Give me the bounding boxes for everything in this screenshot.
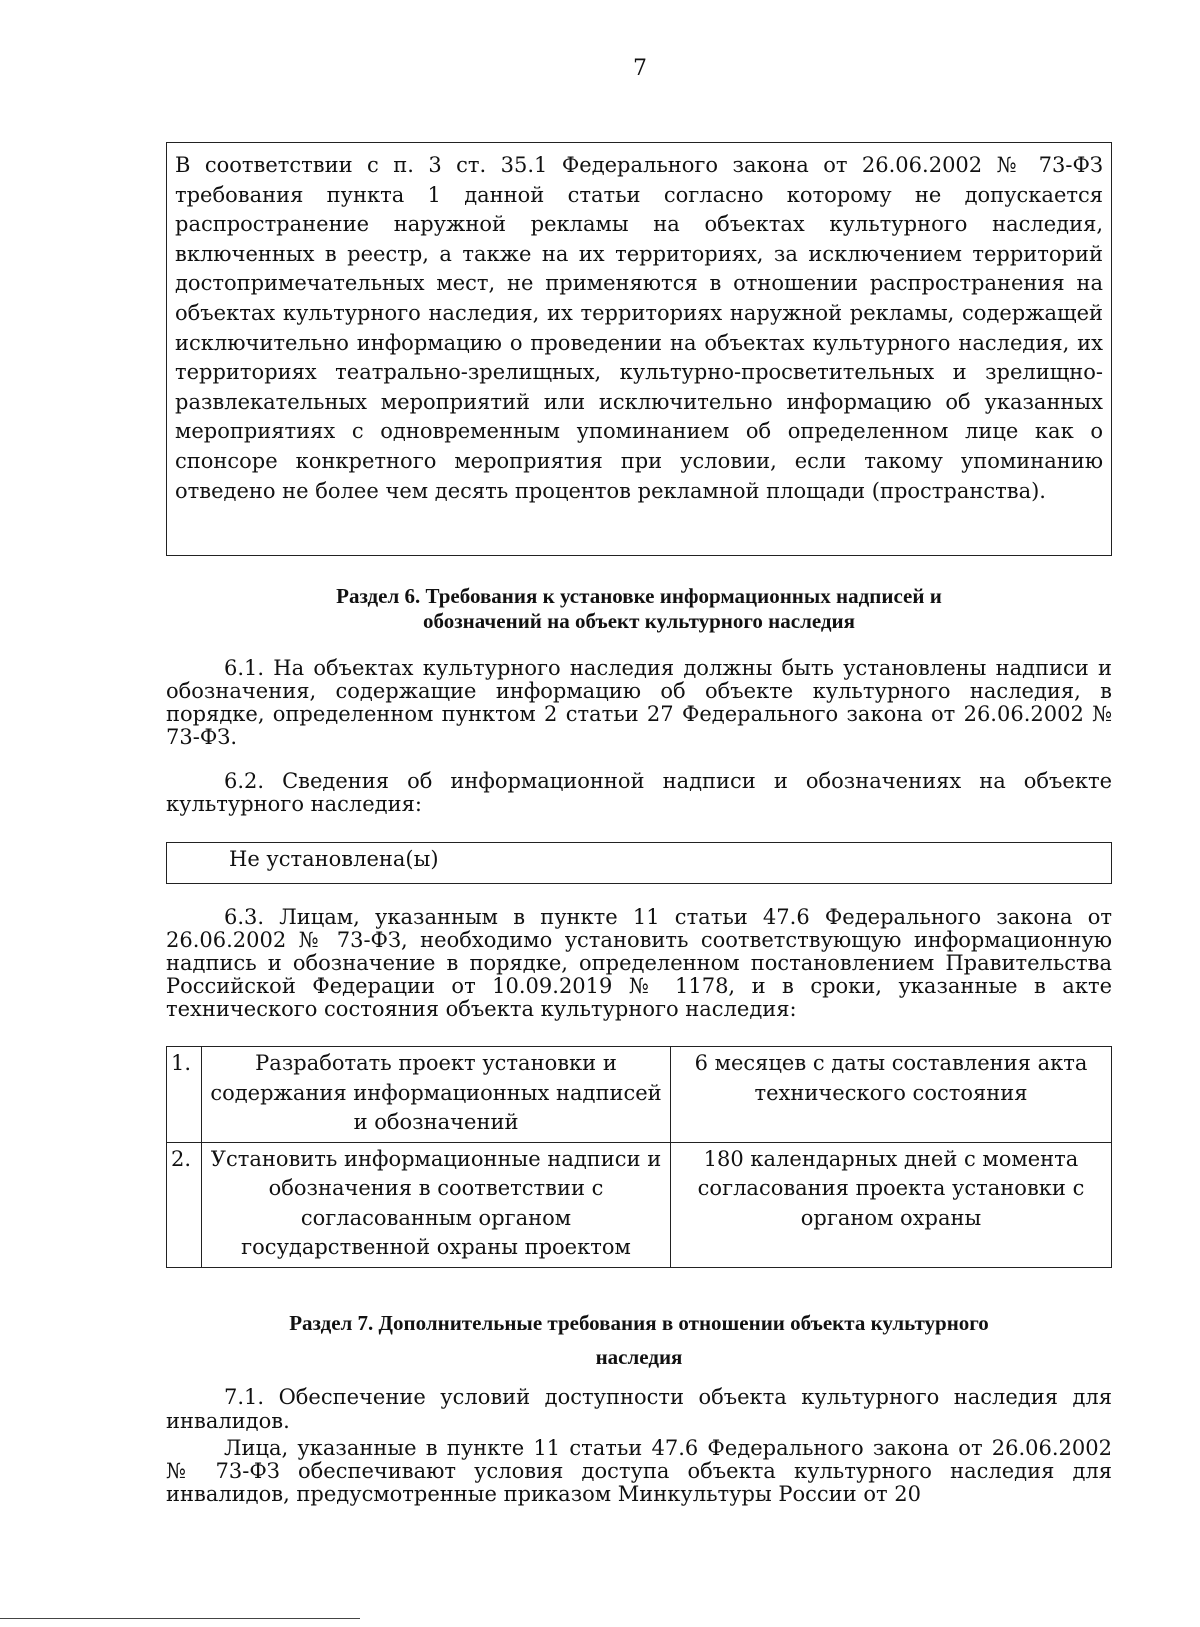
inscription-status-text: Не установлена(ы) [229,847,439,871]
advertising-note-text: В соответствии с п. 3 ст. 35.1 Федерального закона от 26.06.2002 № 73-ФЗ требования пункта 1 данной статьи согласно которому не допускается распространение наружной рекламы на объектах культурного наследия, включенных в реестр, а также на их территориях, за исключением территорий достопримечательных мест, не применяются в отношении распространения на объектах культурного наследия, их территориях наружной рекламы, содержащей исключительно информацию о проведении на объектах культурного наследия, их территориях театрально-зрелищных, культурно-просветительных и зрелищно-развлекательных мероприятий или исключительно информацию об указанных мероприятиях с одновременным упоминанием об определенном лице как о спонсоре конкретного мероприятия при условии, если такому упоминанию отведено не более чем десять процентов рекламной площади (пространства). [175,153,1103,503]
table-row [167,1047,1112,1143]
row-number: 1. [167,1047,202,1143]
page-number: 7 [633,56,647,81]
advertising-note-box [166,142,1112,556]
section-6-heading-line1: Раздел 6. Требования к установке информационных надписей и [336,584,942,608]
paragraph-6-1: 6.1. На объектах культурного наследия должны быть установлены надписи и обозначения, содержащие информацию об объекте культурного наследия, в порядке, определенном пунктом 2 статьи 27 Федерального закона от 26.06.2002 № 73-ФЗ. [166,656,1112,749]
paragraph-7-1-continued: Лица, указанные в пункте 11 статьи 47.6 Федерального закона от 26.06.2002 № 73-ФЗ обеспечивают условия доступа объекта культурного наследия для инвалидов, предусмотренные приказом Минкультуры России от 20 [166,1436,1112,1506]
row-action: Установить информационные надписи и обозначения в соответствии с согласованным органом государственной охраны проектом [202,1142,671,1267]
bottom-divider [0,1618,360,1619]
table-row [167,1142,1112,1267]
paragraph-7-1: 7.1. Обеспечение условий доступности объекта культурного наследия для инвалидов. [166,1385,1112,1433]
section-7-heading [166,1306,1112,1374]
paragraph-6-3: 6.3. Лицам, указанным в пункте 11 статьи 47.6 Федерального закона от 26.06.2002 № 73-ФЗ, необходимо установить соответствующую информационную надпись и обозначение в порядке, определенном постановлением Правительства Российской Федерации от 10.09.2019 № 1178, и в сроки, указанные в акте технического состояния объекта культурного наследия: [166,905,1112,1021]
requirements-table [166,1046,1112,1268]
row-term: 180 календарных дней с момента согласования проекта установки с органом охраны [671,1142,1112,1267]
section-7-heading-line2: наследия [595,1345,683,1369]
inscription-status-box [166,842,1112,884]
section-7-heading-line1: Раздел 7. Дополнительные требования в отношении объекта культурного [289,1311,989,1335]
paragraph-6-2: 6.2. Сведения об информационной надписи и обозначениях на объекте культурного наследия: [166,769,1112,816]
row-term: 6 месяцев с даты составления акта технического состояния [671,1047,1112,1143]
section-6-heading-line2: обозначений на объект культурного наследия [423,609,855,633]
section-6-heading [166,584,1112,634]
row-action: Разработать проект установки и содержания информационных надписей и обозначений [202,1047,671,1143]
row-number: 2. [167,1142,202,1267]
